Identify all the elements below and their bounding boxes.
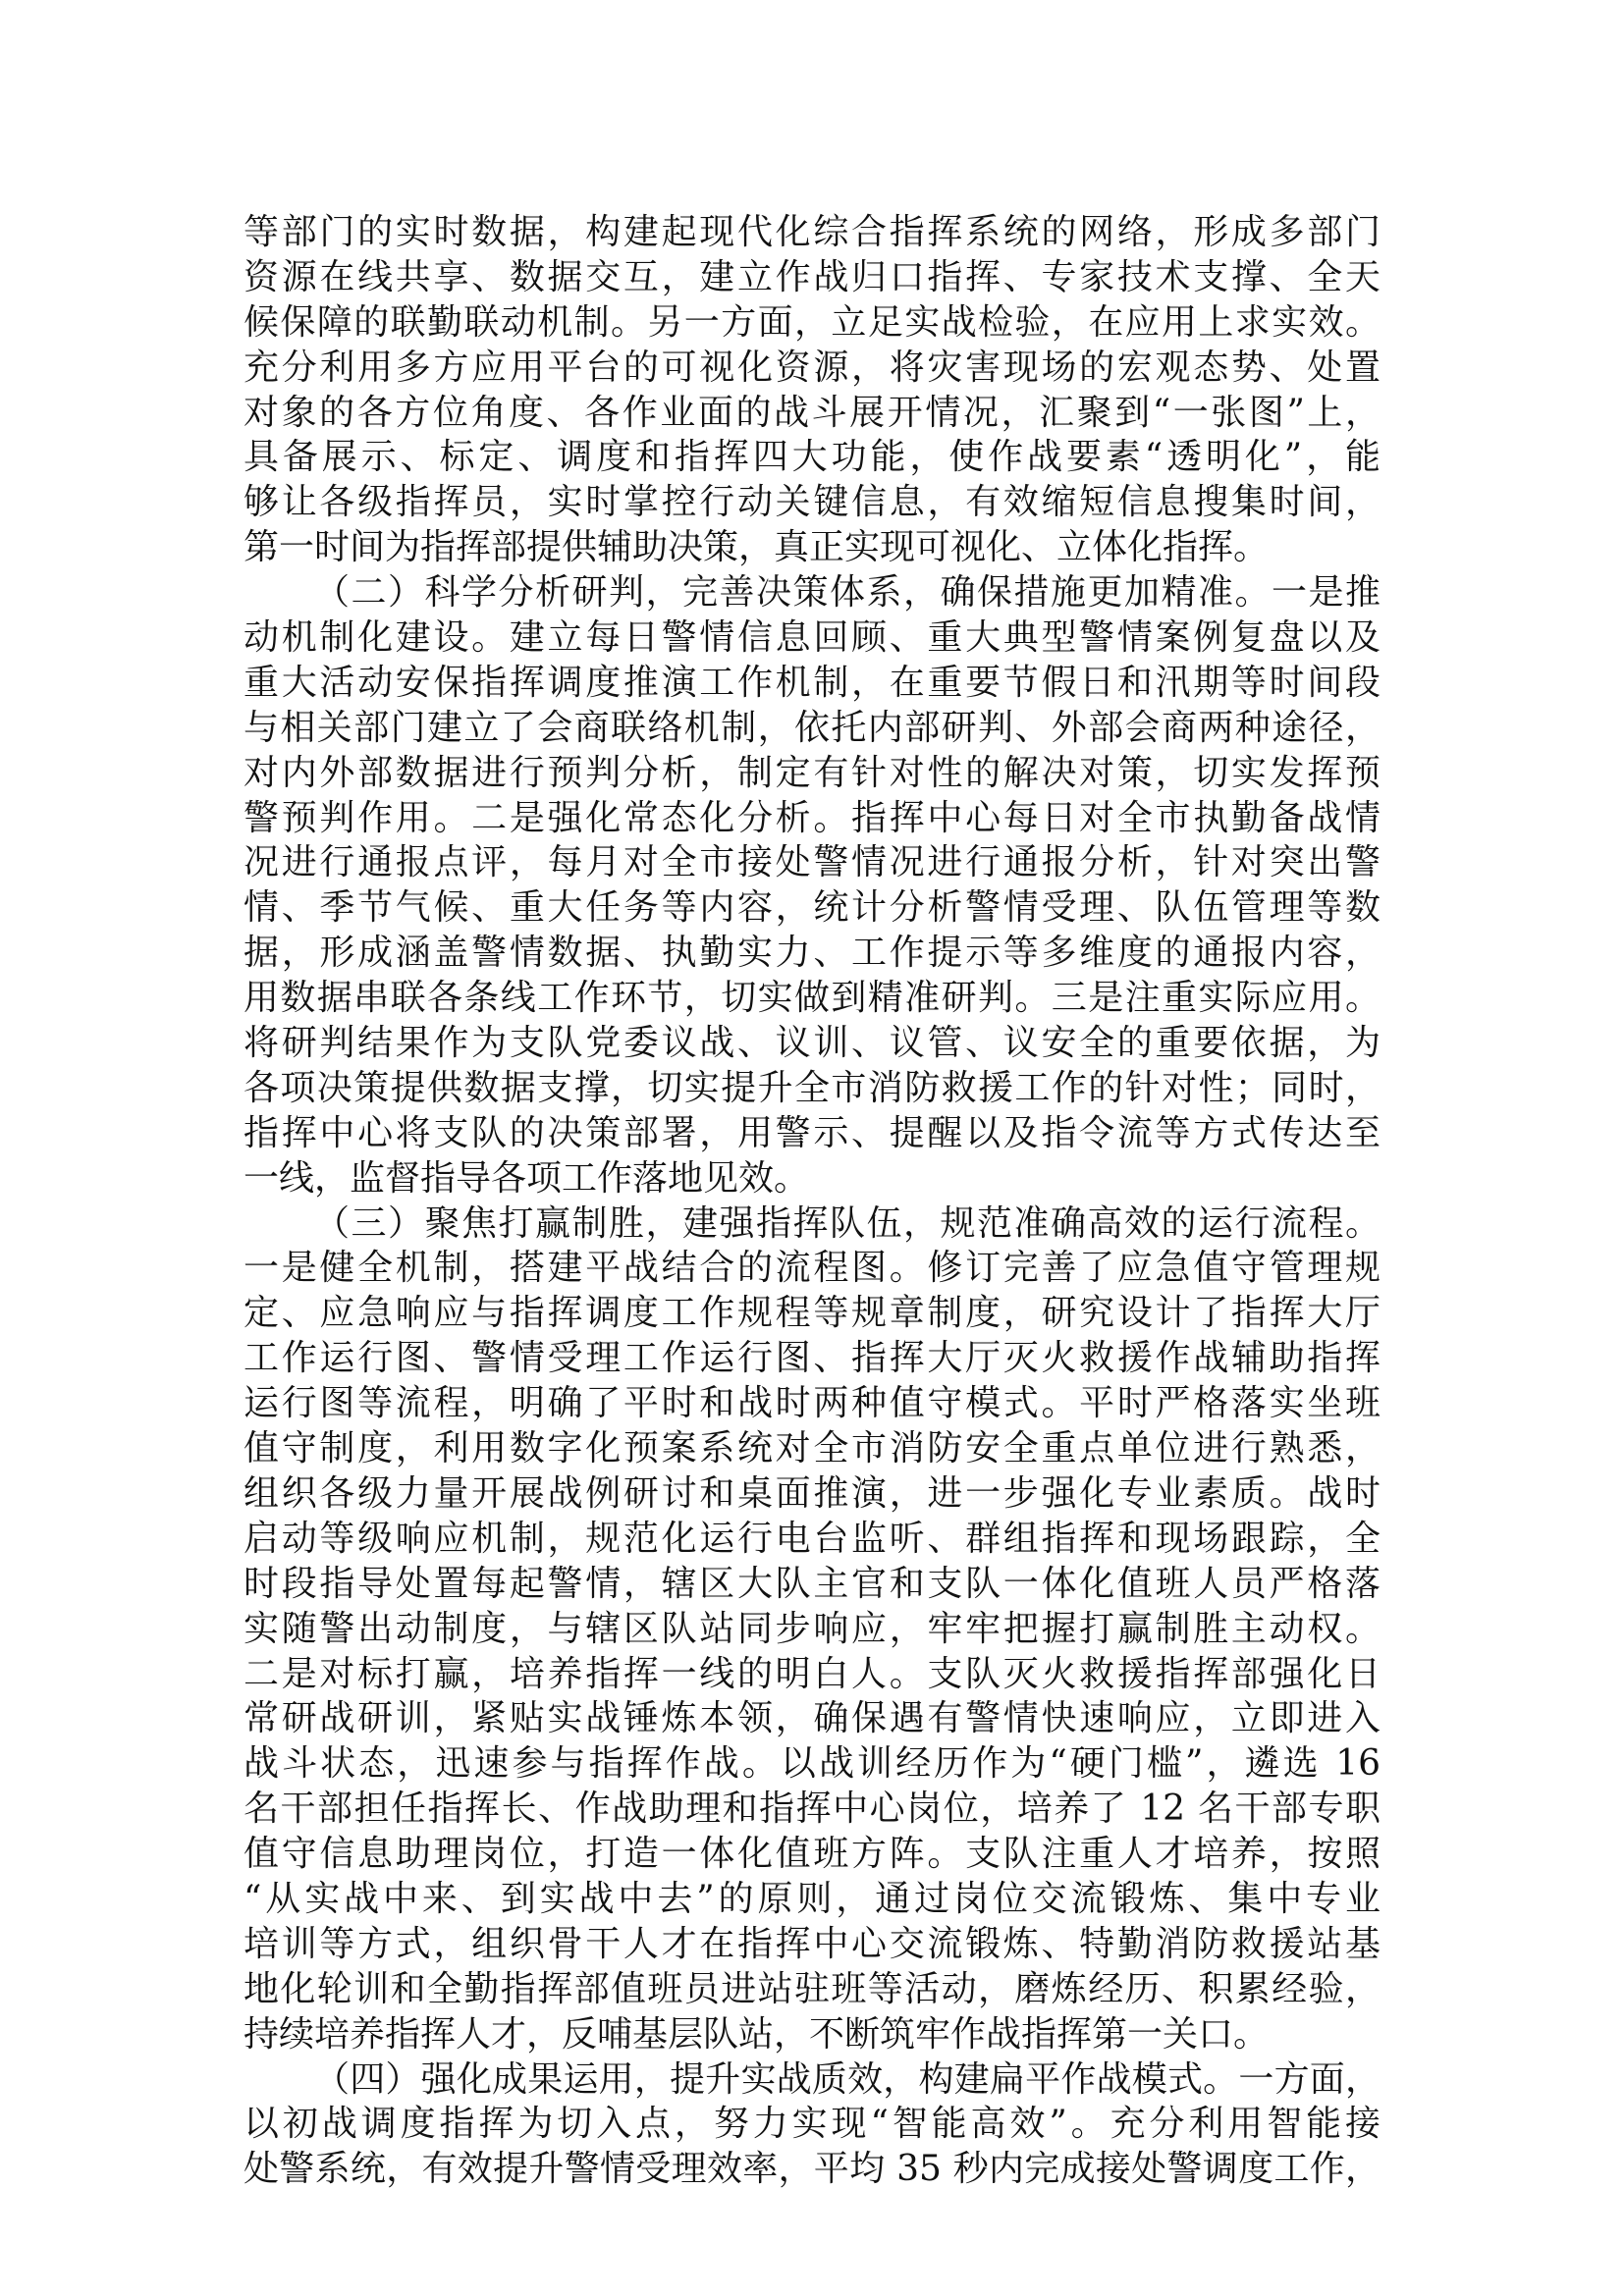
- text-line: 据，形成涵盖警情数据、执勤实力、工作提示等多维度的通报内容，: [244, 933, 1380, 974]
- text-line: 指挥中心将支队的决策部署，用警示、提醒以及指令流等方式传达至: [244, 1112, 1380, 1153]
- text-line: 警预判作用。二是强化常态化分析。指挥中心每日对全市执勤备战情: [244, 797, 1380, 838]
- text-line: 战斗状态，迅速参与指挥作战。以战训经历作为“硬门槛”，遴选 16: [244, 1743, 1380, 1785]
- text-line: 时段指导处置每起警情，辖区大队主官和支队一体化值班人员严格落: [244, 1563, 1380, 1604]
- text-line: 候保障的联勤联动机制。另一方面，立足实战检验，在应用上求实效。: [244, 301, 1380, 343]
- text-line: 况进行通报点评，每月对全市接处警情况进行通报分析，针对突出警: [244, 842, 1380, 883]
- text-line: （二）科学分析研判，完善决策体系，确保措施更加精准。一是推: [314, 572, 1380, 614]
- text-line: 充分利用多方应用平台的可视化资源，将灾害现场的宏观态势、处置: [244, 347, 1380, 388]
- text-line: 用数据串联各条线工作环节，切实做到精准研判。三是注重实际应用。: [244, 978, 1380, 1019]
- text-line: 持续培养指挥人才，反哺基层队站，不断筑牢作战指挥第一关口。: [244, 2013, 1270, 2055]
- text-line: 处警系统，有效提升警情受理效率，平均 35 秒内完成接处警调度工作，: [244, 2149, 1380, 2190]
- text-line: 常研战研训，紧贴实战锤炼本领，确保遇有警情快速响应，立即进入: [244, 1698, 1380, 1739]
- text-line: 情、季节气候、重大任务等内容，统计分析警情受理、队伍管理等数: [244, 887, 1380, 929]
- text-line: 地化轮训和全勤指挥部值班员进站驻班等活动，磨炼经历、积累经验，: [244, 1968, 1380, 2009]
- text-line: 培训等方式，组织骨干人才在指挥中心交流锻炼、特勤消防救援站基: [244, 1923, 1380, 1964]
- text-line: “从实战中来、到实战中去”的原则，通过岗位交流锻炼、集中专业: [244, 1878, 1380, 1919]
- text-line: 将研判结果作为支队党委议战、议训、议管、议安全的重要依据，为: [244, 1023, 1380, 1064]
- text-line: 组织各级力量开展战例研讨和桌面推演，进一步强化专业素质。战时: [244, 1472, 1380, 1514]
- text-line: 等部门的实时数据，构建起现代化综合指挥系统的网络，形成多部门: [244, 212, 1380, 252]
- text-line: 第一时间为指挥部提供辅助决策，真正实现可视化、立体化指挥。: [244, 527, 1270, 568]
- text-line: 重大活动安保指挥调度推演工作机制，在重要节假日和汛期等时间段: [244, 662, 1380, 703]
- text-line: 一是健全机制，搭建平战结合的流程图。修订完善了应急值守管理规: [244, 1248, 1380, 1289]
- paragraph: [244, 1201, 1380, 2057]
- text-line: 资源在线共享、数据交互，建立作战归口指挥、专家技术支撑、全天: [244, 256, 1380, 297]
- text-line: 具备展示、标定、调度和指挥四大功能，使作战要素“透明化”，能: [244, 437, 1380, 478]
- text-line: 值守制度，利用数字化预案系统对全市消防安全重点单位进行熟悉，: [244, 1428, 1380, 1469]
- text-line: 工作运行图、警情受理工作运行图、指挥大厅灭火救援作战辅助指挥: [244, 1338, 1380, 1379]
- text-line: 以初战调度指挥为切入点，努力实现“智能高效”。充分利用智能接: [244, 2104, 1380, 2145]
- document-body: [244, 210, 1380, 2192]
- text-line: 启动等级响应机制，规范化运行电台监听、群组指挥和现场跟踪，全: [244, 1518, 1380, 1559]
- text-line: 实随警出动制度，与辖区队站同步响应，牢牢把握打赢制胜主动权。: [244, 1608, 1380, 1649]
- text-line: 二是对标打赢，培养指挥一线的明白人。支队灭火救援指挥部强化日: [244, 1653, 1380, 1694]
- text-line: 动机制化建设。建立每日警情信息回顾、重大典型警情案例复盘以及: [244, 617, 1380, 659]
- text-line: 一线，监督指导各项工作落地见效。: [244, 1157, 810, 1199]
- paragraph: [244, 2057, 1380, 2193]
- text-line: 各项决策提供数据支撑，切实提升全市消防救援工作的针对性；同时，: [244, 1067, 1380, 1108]
- text-line: 对象的各方位角度、各作业面的战斗展开情况，汇聚到“一张图”上，: [244, 392, 1380, 433]
- text-line: （三）聚焦打赢制胜，建强指挥队伍，规范准确高效的运行流程。: [314, 1202, 1380, 1244]
- text-line: （四）强化成果运用，提升实战质效，构建扁平作战模式。一方面，: [314, 2058, 1380, 2100]
- paragraph: [244, 210, 1380, 570]
- text-line: 与相关部门建立了会商联络机制，依托内部研判、外部会商两种途径，: [244, 707, 1380, 748]
- paragraph: [244, 570, 1380, 1201]
- text-line: 值守信息助理岗位，打造一体化值班方阵。支队注重人才培养，按照: [244, 1834, 1380, 1875]
- text-line: 够让各级指挥员，实时掌控行动关键信息，有效缩短信息搜集时间，: [244, 482, 1380, 523]
- text-line: 运行图等流程，明确了平时和战时两种值守模式。平时严格落实坐班: [244, 1383, 1380, 1424]
- text-line: 定、应急响应与指挥调度工作规程等规章制度，研究设计了指挥大厅: [244, 1293, 1380, 1334]
- text-line: 对内外部数据进行预判分析，制定有针对性的解决对策，切实发挥预: [244, 752, 1380, 793]
- text-line: 名干部担任指挥长、作战助理和指挥中心岗位，培养了 12 名干部专职: [244, 1789, 1380, 1830]
